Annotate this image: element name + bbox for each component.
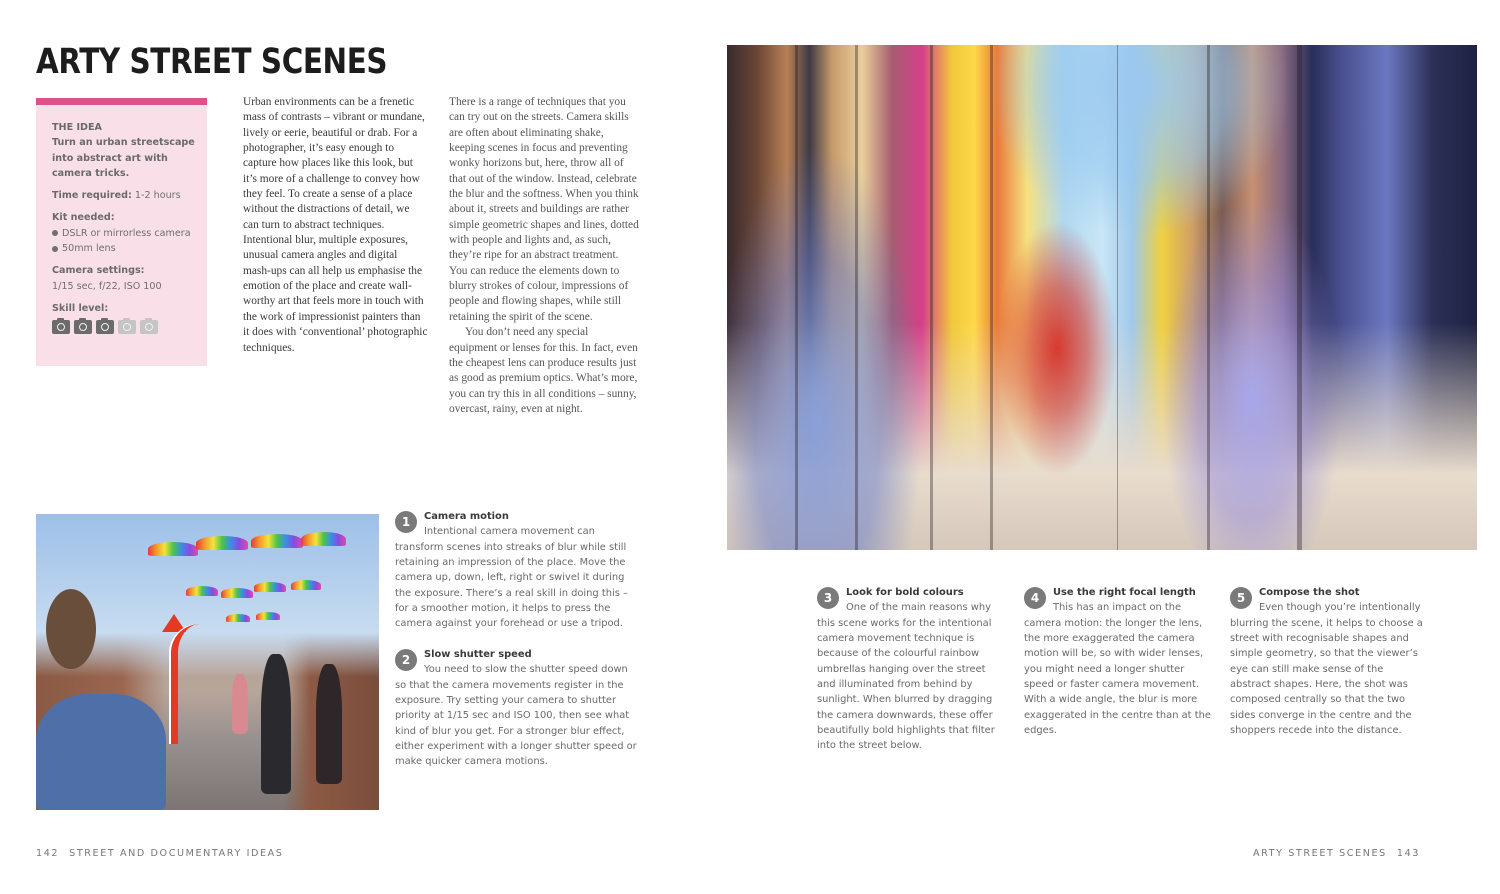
camera-icon-empty <box>140 320 158 334</box>
camera-icon-filled <box>52 320 70 334</box>
section-name-right: ARTY STREET SCENES <box>1252 848 1387 859</box>
tip-slow-shutter <box>395 647 640 770</box>
number-badge: 1 <box>395 511 417 533</box>
kit-item-text: 50mm lens <box>62 243 116 255</box>
kit-label: Kit needed: <box>52 212 115 224</box>
time-required <box>52 188 199 203</box>
camera-icon-empty <box>118 320 136 334</box>
kit-needed <box>52 210 199 256</box>
camera-icon-filled <box>96 320 114 334</box>
idea-sidebar-box <box>36 98 207 366</box>
street-umbrellas-photo <box>36 514 379 810</box>
bullet-icon <box>52 230 58 236</box>
techniques-paragraph-1: There is a range of techniques that you can try out on the streets. Camera skills are often about eliminating shake, keeping scenes in focus and preventing wonky horizons but, here, throw all of that out of the window. Instead, celebrate the blur and the softness. When you think about it, streets and buildings are rather simple geometric shapes and lines, dotted with people and lights and, as such, they’re ripe for an abstract treatment. You can reduce the elements down to blurry strokes of colour, impressions of people and flowing shapes, while still retaining the spirit of the scene. <box>449 96 639 323</box>
tip-text: One of the main reasons why this scene works for the intentional camera movement technique is because of the colourful rainbow umbrellas hanging over the street and illuminated from behind by sunlight. When blurred by dragging the camera downwards, these offer beautifully bold highlights that filter into the street below. <box>817 602 995 752</box>
bullet-icon <box>52 246 58 252</box>
number-badge: 2 <box>395 649 417 671</box>
tip-title: Look for bold colours <box>846 587 964 598</box>
tip-title: Use the right focal length <box>1053 587 1196 598</box>
techniques-paragraph-2: You don’t need any special equipment or lenses for this. In fact, even the cheapest lens can produce results just as good as premium optics. What’s more, you can try this in all conditions – sunny, overcast, rainy, even at night. <box>449 326 638 415</box>
settings-label: Camera settings: <box>52 265 145 277</box>
kit-item <box>52 226 199 241</box>
skill-rating <box>52 320 199 334</box>
tip-focal-length <box>1024 585 1214 738</box>
kit-item-text: DSLR or mirrorless camera <box>62 227 191 239</box>
page-title: ARTY STREET SCENES <box>36 42 388 82</box>
tip-compose-shot <box>1230 585 1425 738</box>
page-number-left: 142 <box>36 848 60 859</box>
number-badge: 5 <box>1230 587 1252 609</box>
time-label: Time required: <box>52 190 132 202</box>
tip-bold-colours <box>817 585 1007 754</box>
footer-left <box>36 848 284 859</box>
footer-right <box>1253 848 1420 859</box>
tip-title: Camera motion <box>424 511 509 522</box>
settings-value: 1/15 sec, f/22, ISO 100 <box>52 280 162 292</box>
skill-level <box>52 301 199 334</box>
tip-title: Slow shutter speed <box>424 649 532 660</box>
skill-label: Skill level: <box>52 302 109 314</box>
techniques-column <box>449 95 639 417</box>
tip-text: This has an impact on the camera motion: the longer the lens, the more exaggerated the camera motion will be, so with wider lenses, you might need a longer shutter speed or faster camera movement. With a wide angle, the blur is more exaggerated in the centre than at the edges. <box>1024 602 1211 737</box>
time-value: 1-2 hours <box>134 190 181 202</box>
tip-text: Intentional camera movement can transform scenes into streaks of blur while still retaining an impression of the place. Move the camera up, down, left, right or swivel it during the exposure. There’s a real skill in doing this – for a smoother motion, it helps to press the camera against your forehead or use a tripod. <box>395 526 628 630</box>
idea-accent-bar <box>36 98 207 105</box>
hero-blurred-street-photo <box>727 45 1477 550</box>
number-badge: 3 <box>817 587 839 609</box>
tip-title: Compose the shot <box>1259 587 1360 598</box>
camera-settings <box>52 263 199 294</box>
intro-column: Urban environments can be a frenetic mass of contrasts – vibrant or mundane, lively or eerie, beautiful or drab. For a photographer, it’s easy enough to capture how places like this look, but it’s more of a challenge to convey how they feel. To create a sense of a place without the distractions of detail, we can turn to abstract techniques. Intentional blur, multiple exposures, unusual camera angles and digital mash-ups can all help us emphasise the emotion of the place and create wall-worthy art that feels more in touch with the work of impressionist painters than it does with ‘conventional’ photographic techniques. <box>243 96 428 354</box>
page-number-right: 143 <box>1396 848 1420 859</box>
tip-text: Even though you’re intentionally blurring the scene, it helps to choose a street with recognisable shapes and simple geometry, so that the viewer’s eye can still make sense of the abstract shapes. Here, the shot was composed centrally so that the two sides converge in the centre and the shoppers recede into the distance. <box>1230 602 1423 737</box>
tip-text: You need to slow the shutter speed down so that the camera movements register in the exposure. Try setting your camera to shutter priority at 1/15 sec and ISO 100, then see what kind of blur you get. For a stronger blur effect, either experiment with a longer shutter speed or make quicker camera motions. <box>395 664 637 768</box>
kit-item <box>52 241 199 256</box>
idea-text: Turn an urban streetscape into abstract art with camera tricks. <box>52 137 195 179</box>
tip-camera-motion <box>395 509 640 632</box>
number-badge: 4 <box>1024 587 1046 609</box>
idea-label: THE IDEA <box>52 122 102 133</box>
camera-icon-filled <box>74 320 92 334</box>
section-name-left: STREET AND DOCUMENTARY IDEAS <box>69 848 284 859</box>
